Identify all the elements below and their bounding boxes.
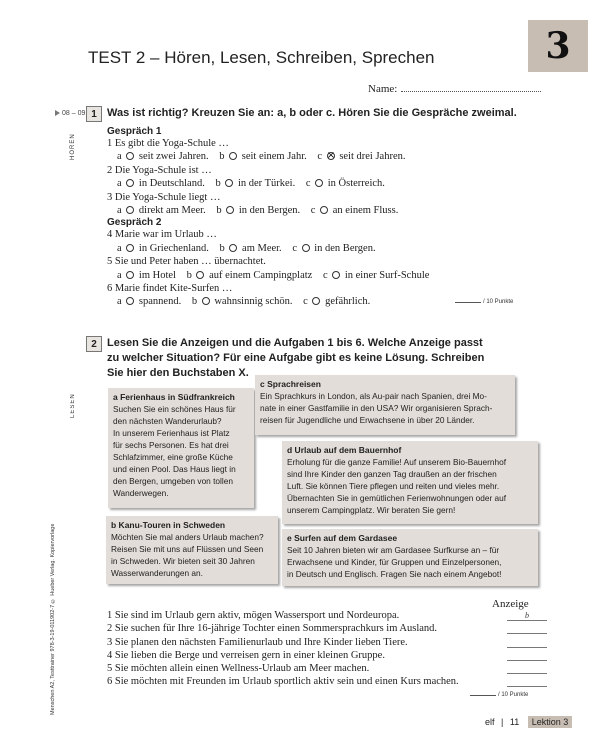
name-field[interactable]: [368, 83, 541, 95]
ad-a: a Ferienhaus in Südfrankreich Suchen Sie ein schönes Haus für den nächsten Wanderurlaub? In unserem Ferienhaus ist Platz für sechs Personen. Es hat drei Schlafzimmer, eine große Küche und einen Pool. Das Haus liegt in den Bergen, umgeben von tollen Wanderwegen.: [108, 388, 254, 508]
checkbox-circle-icon[interactable]: [126, 271, 134, 279]
task-2-number: 2: [86, 336, 102, 352]
points-input-line[interactable]: [470, 695, 496, 696]
question-4: [107, 228, 527, 255]
checkbox-circle-icon[interactable]: [229, 152, 237, 160]
ad-title: e Surfen auf dem Gardasee: [287, 533, 398, 543]
page-word: elf: [485, 717, 495, 727]
play-icon: [55, 110, 60, 116]
answer-field[interactable]: [507, 649, 547, 661]
page-footer: [485, 717, 572, 727]
question-text: 3 Die Yoga-Schule liegt …: [107, 191, 221, 203]
option-a[interactable]: a spannend.: [117, 296, 182, 308]
checkbox-circle-icon[interactable]: [126, 152, 134, 160]
conversation-heading: Gespräch 1: [107, 126, 162, 137]
option-b[interactable]: b auf einem Campingplatz: [186, 269, 313, 281]
statement-row: 3 Sie planen den nächsten Familienurlaub und Ihre Kinder lieben Tiere.: [107, 636, 547, 649]
task-2-instruction: Lesen Sie die Anzeigen und die Aufgaben 1 bis 6. Welche Anzeige passt zu welcher Situation? Für eine Aufgabe gibt es keine Lösung. Schreiben Sie hier den Buchstaben X.: [107, 337, 485, 379]
ad-e: e Surfen auf dem Gardasee Seit 10 Jahren bieten wir am Gardasee Surfkurse an – für Erwachsene und Kinder, für Gruppen und Einzelpersonen, in Deutsch und Englisch. Fragen Sie nach einem Angebot!: [282, 529, 538, 586]
side-label-lesen: LESEN: [70, 393, 76, 418]
statement-row: 1 Sie sind im Urlaub gern aktiv, mögen Wassersport und Nordeuropa. b: [107, 609, 547, 622]
name-label: Name:: [368, 83, 398, 95]
audio-track-ref: 08 – 09: [55, 110, 85, 117]
option-c[interactable]: c an einem Fluss.: [310, 205, 399, 217]
question-1: [107, 137, 527, 164]
ad-c: c Sprachreisen Ein Sprachkurs in London, als Au-pair nach Spanien, drei Mo- nate in einer Gastfamilie in den USA? Wir organisieren Sprach- reisen für Jugendliche und Erwachsene in über 20 Länder.: [255, 375, 515, 435]
checkbox-circle-icon[interactable]: [226, 206, 234, 214]
question-text: 4 Marie war im Urlaub …: [107, 229, 217, 241]
checkbox-circle-icon[interactable]: [126, 206, 134, 214]
question-text: 5 Sie und Peter haben … übernachtet.: [107, 256, 266, 268]
points-box-task-2: / 10 Punkte: [470, 692, 528, 698]
answer-field[interactable]: b: [507, 609, 547, 621]
statement-row: 5 Sie möchten allein einen Wellness-Urlaub am Meer machen.: [107, 662, 547, 675]
question-text: 2 Die Yoga-Schule ist …: [107, 164, 212, 176]
copyright-notice: Menschen A2, Testtrainer 978-3-19-011902-7 © Hueber Verlag. Kopiervorlage: [50, 523, 56, 715]
option-a[interactable]: a im Hotel: [117, 269, 176, 281]
question-text: 6 Marie findet Kite-Surfen …: [107, 283, 233, 295]
option-c[interactable]: c in einer Surf-Schule: [322, 269, 430, 281]
question-2: [107, 164, 527, 191]
option-b[interactable]: b in der Türkei.: [215, 178, 296, 190]
lesson-number-badge: 3: [528, 20, 588, 72]
answer-field[interactable]: [507, 622, 547, 634]
statement-row: 2 Sie suchen für Ihre 16-jährige Tochter einen Sommersprachkurs im Ausland.: [107, 622, 547, 635]
ad-d: d Urlaub auf dem Bauernhof Erholung für die ganze Familie! Auf unserem Bio-Bauernhof sind Ihre Kinder den ganzen Tag draußen an der frischen Luft. Sie können Tiere pflegen und reiten und vieles mehr. Übernachten Sie in gemütlichen Ferienwohnungen oder auf unserem Campingplatz. Wir beraten Sie gern!: [282, 441, 538, 524]
ad-b: b Kanu-Touren in Schweden Möchten Sie mal anders Urlaub machen? Reisen Sie mit uns auf Flüssen und Seen in Schweden. Wir bieten seit 30 Jahren Wasserwanderungen an.: [106, 516, 278, 584]
checkbox-circle-icon[interactable]: [126, 297, 134, 305]
points-input-line[interactable]: [455, 302, 481, 303]
page-number: 11: [509, 717, 520, 727]
conversation-heading: Gespräch 2: [107, 217, 162, 229]
answer-field[interactable]: [507, 675, 547, 687]
checked-circle-icon[interactable]: [327, 152, 335, 160]
checkbox-circle-icon[interactable]: [229, 244, 237, 252]
statement-row: 6 Sie möchten mit Freunden im Urlaub sportlich aktiv sein und einen Kurs machen.: [107, 675, 547, 688]
question-5: [107, 255, 527, 282]
checkbox-circle-icon[interactable]: [315, 179, 323, 187]
option-b[interactable]: b wahnsinnig schön.: [191, 296, 293, 308]
question-3: [107, 191, 527, 218]
page-title: TEST 2 – Hören, Lesen, Schreiben, Sprechen: [88, 48, 435, 67]
answer-field[interactable]: [507, 636, 547, 648]
task-1-instruction: Was ist richtig? Kreuzen Sie an: a, b oder c. Hören Sie die Gespräche zweimal.: [107, 107, 517, 119]
checkbox-circle-icon[interactable]: [320, 206, 328, 214]
option-c[interactable]: c in den Bergen.: [292, 242, 376, 254]
ad-title: b Kanu-Touren in Schweden: [111, 520, 226, 530]
option-a[interactable]: a in Griechenland.: [117, 242, 209, 254]
points-box-task-1: / 10 Punkte: [455, 299, 513, 305]
ad-title: c Sprachreisen: [260, 379, 321, 389]
checkbox-circle-icon[interactable]: [202, 297, 210, 305]
checkbox-circle-icon[interactable]: [332, 271, 340, 279]
option-b[interactable]: b in den Bergen.: [216, 205, 301, 217]
statements-list: [107, 609, 547, 689]
option-c[interactable]: c × seit drei Jahren.: [317, 150, 405, 163]
option-b[interactable]: b am Meer.: [219, 242, 282, 254]
listening-questions: [107, 126, 527, 309]
question-text: 1 Es gibt die Yoga-Schule …: [107, 138, 229, 149]
ad-title: a Ferienhaus in Südfrankreich: [113, 392, 235, 402]
checkbox-circle-icon[interactable]: [302, 244, 310, 252]
option-a[interactable]: a direkt am Meer.: [117, 205, 206, 217]
name-input-line[interactable]: [401, 91, 541, 92]
option-c[interactable]: c gefährlich.: [303, 296, 371, 308]
lesson-label: Lektion 3: [528, 716, 573, 728]
footer-separator: |: [501, 717, 504, 727]
option-a[interactable]: a seit zwei Jahren.: [117, 151, 209, 163]
option-a[interactable]: a in Deutschland.: [117, 178, 205, 190]
checkbox-circle-icon[interactable]: [225, 179, 233, 187]
task-1-number: 1: [86, 106, 102, 122]
side-label-hoeren: HÖREN: [70, 133, 76, 160]
checkbox-circle-icon[interactable]: [196, 271, 204, 279]
checkbox-circle-icon[interactable]: [126, 179, 134, 187]
option-c[interactable]: c in Österreich.: [305, 178, 385, 190]
statement-row: 4 Sie lieben die Berge und verreisen gern in einer kleinen Gruppe.: [107, 649, 547, 662]
checkbox-circle-icon[interactable]: [126, 244, 134, 252]
answer-column-header: Anzeige: [492, 598, 529, 610]
option-b[interactable]: b seit einem Jahr.: [219, 151, 307, 163]
ad-title: d Urlaub auf dem Bauernhof: [287, 445, 402, 455]
checkbox-circle-icon[interactable]: [312, 297, 320, 305]
answer-field[interactable]: [507, 662, 547, 674]
